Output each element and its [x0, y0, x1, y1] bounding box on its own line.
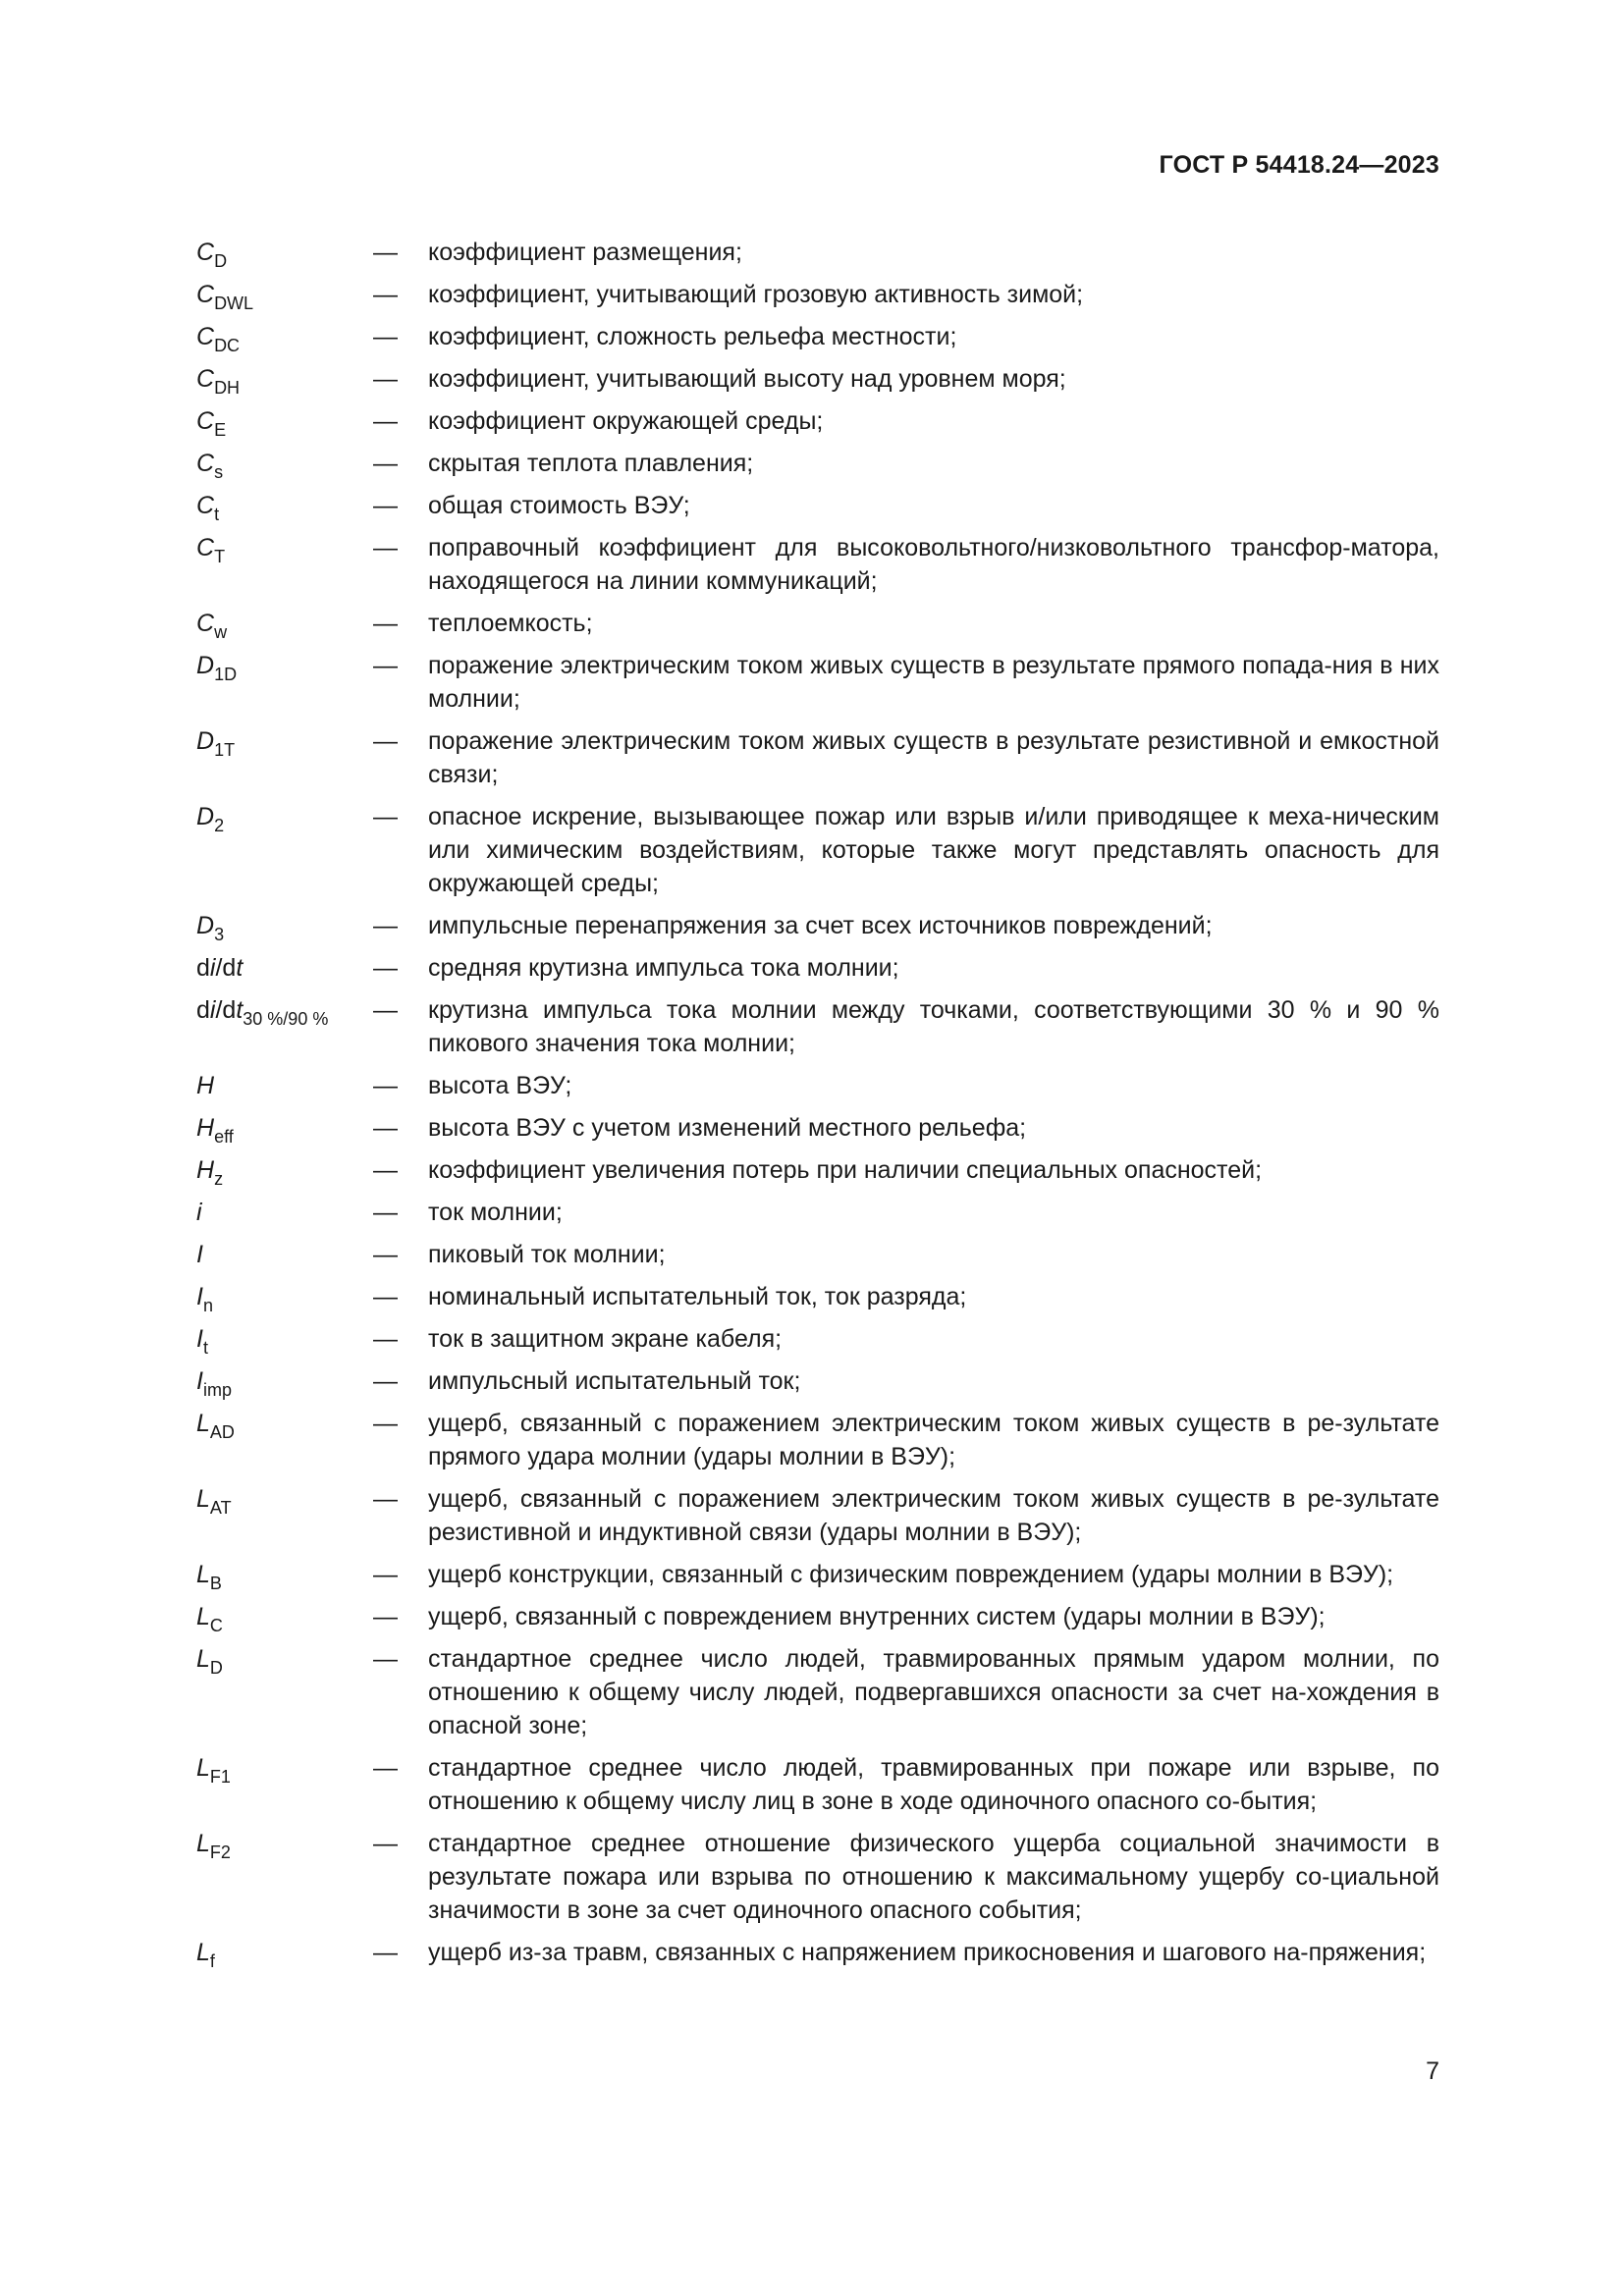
symbol-base: C	[196, 281, 215, 308]
definition-text: ущерб, связанный с поражением электрическим током живых существ в ре-зультате резистивной и индуктивной связи (удары молнии в ВЭУ);	[428, 1485, 1439, 1546]
definition-text: стандартное среднее отношение физического ущерба социальной значимости в результате пожара или взрыва по отношению к максимальному ущербу со-циальной значимости в зоне за счет одиночного опасного события;	[428, 1830, 1439, 1924]
em-dash: —	[373, 1830, 398, 1857]
symbol	[196, 1482, 373, 1549]
symbol-base: D	[196, 652, 215, 679]
symbol-subscript: w	[214, 622, 228, 642]
em-dash: —	[373, 534, 398, 561]
symbol	[196, 404, 373, 438]
symbol	[196, 1407, 373, 1473]
symbol-base: di/dt	[196, 996, 244, 1024]
symbol-base: D	[196, 803, 215, 830]
symbol	[196, 800, 373, 900]
symbol	[196, 1153, 373, 1187]
symbol-base: C	[196, 492, 215, 519]
definition-entry	[196, 909, 1439, 942]
definition-entry	[196, 1482, 1439, 1549]
symbol-subscript: B	[209, 1574, 222, 1593]
symbol-base: I	[196, 1241, 203, 1268]
symbol	[196, 1558, 373, 1591]
symbol-base: L	[196, 1485, 210, 1513]
symbol-base: C	[196, 610, 215, 637]
symbol-subscript: E	[214, 420, 227, 440]
definition-text: опасное искрение, вызывающее пожар или взрыв и/или приводящее к меха-ническим или химическим воздействиям, которые также могут представлять опасность для окружающей среды;	[428, 803, 1439, 897]
definition-entry	[196, 1600, 1439, 1633]
definition-text: ущерб, связанный с поражением электрическим током живых существ в ре-зультате прямого удара молнии (удары молнии в ВЭУ);	[428, 1410, 1439, 1470]
definition-entry	[196, 1069, 1439, 1102]
definition-text: стандартное среднее число людей, травмированных при пожаре или взрыве, по отношению к общему числу лиц в зоне в ходе одиночного опасного со-бытия;	[428, 1754, 1439, 1815]
em-dash: —	[373, 1199, 398, 1226]
definition-text: импульсный испытательный ток;	[428, 1367, 801, 1395]
symbol-subscript: AT	[209, 1498, 232, 1518]
symbol-subscript: DC	[214, 336, 241, 355]
definition-entry	[196, 800, 1439, 900]
symbol-subscript: eff	[214, 1127, 234, 1147]
symbol-base: C	[196, 239, 215, 266]
definition-text: общая стоимость ВЭУ;	[428, 492, 690, 519]
em-dash: —	[373, 1241, 398, 1268]
symbol	[196, 724, 373, 791]
definition-entry	[196, 1111, 1439, 1145]
symbol-base: C	[196, 450, 215, 477]
definition-text: ущерб конструкции, связанный с физическим повреждением (удары молнии в ВЭУ);	[428, 1561, 1394, 1588]
symbol-subscript: t	[214, 505, 220, 524]
em-dash: —	[373, 996, 398, 1024]
symbol	[196, 1936, 373, 1969]
em-dash: —	[373, 1603, 398, 1630]
symbol	[196, 1280, 373, 1313]
symbol-base: C	[196, 407, 215, 435]
symbol-subscript: n	[202, 1296, 213, 1315]
symbol	[196, 951, 373, 985]
symbol-definitions-list	[196, 236, 1439, 1978]
symbol-base: I	[196, 1283, 203, 1310]
definition-text: средняя крутизна импульса тока молнии;	[428, 954, 899, 982]
symbol	[196, 1238, 373, 1271]
definition-text: теплоемкость;	[428, 610, 593, 637]
symbol-base: I	[196, 1367, 203, 1395]
symbol	[196, 1111, 373, 1145]
definition-text: крутизна импульса тока молнии между точками, соответствующими 30 % и 90 % пикового значения тока молнии;	[428, 996, 1439, 1057]
definition-text: коэффициент, учитывающий грозовую активность зимой;	[428, 281, 1084, 308]
definition-entry	[196, 1827, 1439, 1927]
em-dash: —	[373, 1410, 398, 1437]
symbol-base: L	[196, 1754, 210, 1782]
symbol	[196, 1751, 373, 1818]
symbol-subscript: DH	[214, 378, 241, 398]
symbol-base: H	[196, 1156, 215, 1184]
definition-text: высота ВЭУ;	[428, 1072, 572, 1099]
em-dash: —	[373, 652, 398, 679]
em-dash: —	[373, 365, 398, 393]
symbol	[196, 236, 373, 269]
page-number: 7	[1426, 2057, 1439, 2085]
definition-text: поправочный коэффициент для высоковольтного/низковольтного трансфор-матора, находящегося на линии коммуникаций;	[428, 534, 1439, 595]
symbol-subscript: t	[202, 1338, 208, 1358]
em-dash: —	[373, 1939, 398, 1966]
symbol-subscript: imp	[202, 1380, 232, 1400]
symbol-subscript: f	[209, 1951, 215, 1971]
definition-text: коэффициент увеличения потерь при наличии специальных опасностей;	[428, 1156, 1263, 1184]
definition-text: ток молнии;	[428, 1199, 563, 1226]
definition-entry	[196, 1751, 1439, 1818]
definition-text: ток в защитном экране кабеля;	[428, 1325, 783, 1353]
symbol-subscript: 3	[214, 925, 225, 944]
definition-text: ущерб из-за травм, связанных с напряжением прикосновения и шагового на-пряжения;	[428, 1939, 1427, 1966]
definition-entry	[196, 1936, 1439, 1969]
symbol	[196, 1642, 373, 1742]
symbol-subscript: 30 %/90 %	[243, 1009, 329, 1029]
definition-entry	[196, 362, 1439, 396]
definition-entry	[196, 1238, 1439, 1271]
symbol-base: D	[196, 727, 215, 755]
symbol	[196, 1364, 373, 1398]
definition-entry	[196, 951, 1439, 985]
em-dash: —	[373, 492, 398, 519]
definition-entry	[196, 1364, 1439, 1398]
em-dash: —	[373, 323, 398, 350]
symbol-base: L	[196, 1939, 210, 1966]
symbol	[196, 1827, 373, 1927]
em-dash: —	[373, 912, 398, 939]
em-dash: —	[373, 1283, 398, 1310]
definition-entry	[196, 993, 1439, 1060]
definition-text: коэффициент, сложность рельефа местности;	[428, 323, 957, 350]
symbol-base: L	[196, 1645, 210, 1673]
definition-text: пиковый ток молнии;	[428, 1241, 666, 1268]
definition-entry	[196, 1558, 1439, 1591]
definition-entry	[196, 724, 1439, 791]
symbol	[196, 993, 373, 1060]
definition-text: поражение электрическим током живых существ в результате резистивной и емкостной связи;	[428, 727, 1439, 788]
symbol-subscript: z	[214, 1169, 224, 1189]
definition-entry	[196, 1322, 1439, 1356]
definition-text: коэффициент, учитывающий высоту над уровнем моря;	[428, 365, 1066, 393]
symbol-base: L	[196, 1561, 210, 1588]
definition-entry	[196, 531, 1439, 598]
symbol	[196, 1069, 373, 1102]
symbol-base: H	[196, 1072, 215, 1099]
symbol-base: D	[196, 912, 215, 939]
symbol	[196, 1600, 373, 1633]
em-dash: —	[373, 1114, 398, 1142]
definition-text: импульсные перенапряжения за счет всех источников повреждений;	[428, 912, 1213, 939]
symbol-subscript: s	[214, 462, 224, 482]
definition-entry	[196, 607, 1439, 640]
definition-entry	[196, 447, 1439, 480]
symbol-subscript: D	[214, 251, 228, 271]
symbol-base: H	[196, 1114, 215, 1142]
symbol	[196, 1322, 373, 1356]
em-dash: —	[373, 450, 398, 477]
symbol-subscript: 1T	[214, 740, 236, 760]
symbol	[196, 320, 373, 353]
symbol-subscript: DWL	[214, 294, 254, 313]
symbol-subscript: AD	[209, 1422, 235, 1442]
em-dash: —	[373, 1485, 398, 1513]
definition-text: стандартное среднее число людей, травмированных прямым ударом молнии, по отношению к общему числу людей, подвергавшихся опасности за счет на-хождения в опасной зоне;	[428, 1645, 1439, 1739]
symbol	[196, 447, 373, 480]
symbol-subscript: C	[209, 1616, 223, 1635]
symbol-base: I	[196, 1325, 203, 1353]
em-dash: —	[373, 407, 398, 435]
definition-text: высота ВЭУ с учетом изменений местного рельефа;	[428, 1114, 1027, 1142]
symbol	[196, 489, 373, 522]
document-header: ГОСТ Р 54418.24—2023	[1159, 151, 1439, 179]
em-dash: —	[373, 1156, 398, 1184]
definition-entry	[196, 1642, 1439, 1742]
definition-entry	[196, 320, 1439, 353]
symbol	[196, 362, 373, 396]
definition-text: коэффициент размещения;	[428, 239, 742, 266]
em-dash: —	[373, 1325, 398, 1353]
symbol	[196, 649, 373, 716]
em-dash: —	[373, 727, 398, 755]
symbol-base: L	[196, 1603, 210, 1630]
em-dash: —	[373, 1561, 398, 1588]
em-dash: —	[373, 1754, 398, 1782]
symbol-base: i	[196, 1199, 202, 1226]
em-dash: —	[373, 1645, 398, 1673]
definition-text: коэффициент окружающей среды;	[428, 407, 824, 435]
symbol-base: C	[196, 323, 215, 350]
symbol-base: C	[196, 365, 215, 393]
symbol-base: di/dt	[196, 954, 244, 982]
symbol-subscript: T	[214, 547, 226, 566]
definition-entry	[196, 1280, 1439, 1313]
em-dash: —	[373, 281, 398, 308]
symbol-base: L	[196, 1410, 210, 1437]
em-dash: —	[373, 803, 398, 830]
symbol-base: L	[196, 1830, 210, 1857]
definition-entry	[196, 649, 1439, 716]
definition-text: ущерб, связанный с повреждением внутренних систем (удары молнии в ВЭУ);	[428, 1603, 1326, 1630]
definition-text: номинальный испытательный ток, ток разряда;	[428, 1283, 967, 1310]
symbol-base: C	[196, 534, 215, 561]
symbol-subscript: 1D	[214, 665, 238, 684]
em-dash: —	[373, 1072, 398, 1099]
em-dash: —	[373, 610, 398, 637]
symbol	[196, 278, 373, 311]
definition-text: поражение электрическим током живых существ в результате прямого попада-ния в них молнии;	[428, 652, 1439, 713]
em-dash: —	[373, 1367, 398, 1395]
em-dash: —	[373, 239, 398, 266]
symbol	[196, 531, 373, 598]
definition-entry	[196, 1153, 1439, 1187]
definition-entry	[196, 489, 1439, 522]
definition-entry	[196, 236, 1439, 269]
definition-entry	[196, 404, 1439, 438]
definition-entry	[196, 1407, 1439, 1473]
symbol	[196, 607, 373, 640]
definition-text: скрытая теплота плавления;	[428, 450, 754, 477]
definition-entry	[196, 278, 1439, 311]
symbol-subscript: F2	[209, 1842, 231, 1862]
symbol-subscript: D	[209, 1658, 223, 1678]
symbol-subscript: 2	[214, 816, 225, 835]
symbol	[196, 909, 373, 942]
symbol	[196, 1196, 373, 1229]
definition-entry	[196, 1196, 1439, 1229]
em-dash: —	[373, 954, 398, 982]
symbol-subscript: F1	[209, 1767, 231, 1787]
